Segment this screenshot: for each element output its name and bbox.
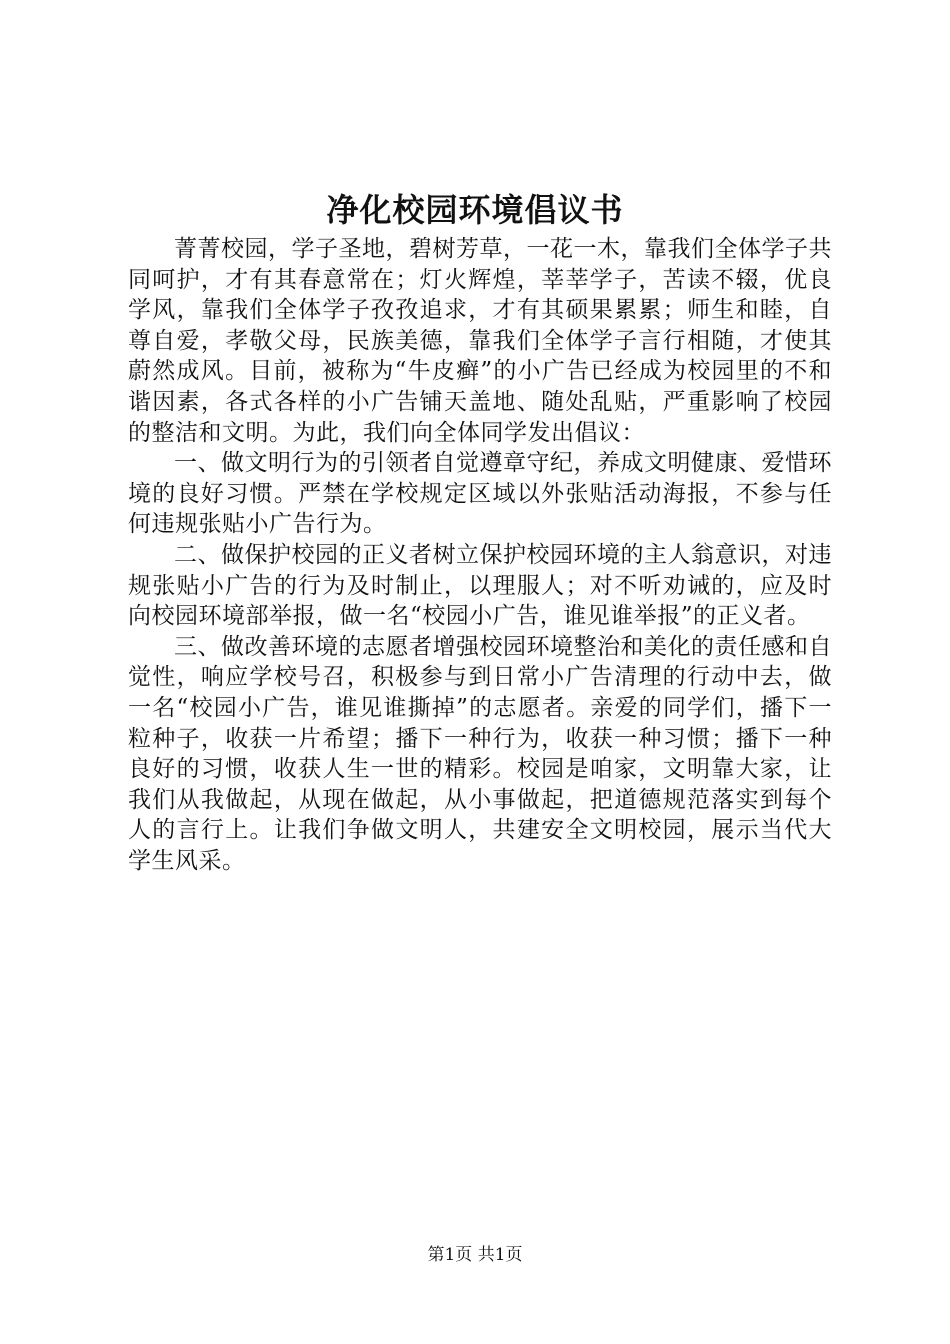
paragraph-intro: 菁菁校园，学子圣地，碧树芳草，一花一木，靠我们全体学子共同呵护，才有其春意常在；灯火辉煌，莘莘学子，苦读不辍，优良学风，靠我们全体学子孜孜追求，才有其硕果累累；师生和睦，自尊自爱，孝敬父母，民族美德，靠我们全体学子言行相随，才使其蔚然成风。目前，被称为“牛皮癣”的小广告已经成为校园里的不和谐因素，各式各样的小广告铺天盖地、随处乱贴，严重影响了校园的整洁和文明。为此，我们向全体同学发出倡议： <box>128 236 832 446</box>
paragraph-item-2: 二、做保护校园的正义者树立保护校园环境的主人翁意识，对违规张贴小广告的行为及时制止，以理服人；对不听劝诫的，应及时向校园环境部举报，做一名“校园小广告，谁见谁举报”的正义者。 <box>128 541 832 630</box>
page-footer: 第1页 共1页 <box>427 1245 523 1265</box>
paragraph-item-3: 三、做改善环境的志愿者增强校园环境整治和美化的责任感和自觉性，响应学校号召，积极参与到日常小广告清理的行动中去，做一名“校园小广告，谁见谁撕掉”的志愿者。亲爱的同学们，播下一粒种子，收获一片希望；播下一种行为，收获一种习惯；播下一种良好的习惯，收获人生一世的精彩。校园是咱家，文明靠大家，让我们从我做起，从现在做起，从小事做起，把道德规范落实到每个人的言行上。让我们争做文明人，共建安全文明校园，展示当代大学生风采。 <box>128 633 832 874</box>
document-title: 净化校园环境倡议书 <box>326 191 624 229</box>
paragraph-item-1: 一、做文明行为的引领者自觉遵章守纪，养成文明健康、爱惜环境的良好习惯。严禁在学校规定区域以外张贴活动海报，不参与任何违规张贴小广告行为。 <box>128 450 832 538</box>
document-body <box>128 234 832 876</box>
